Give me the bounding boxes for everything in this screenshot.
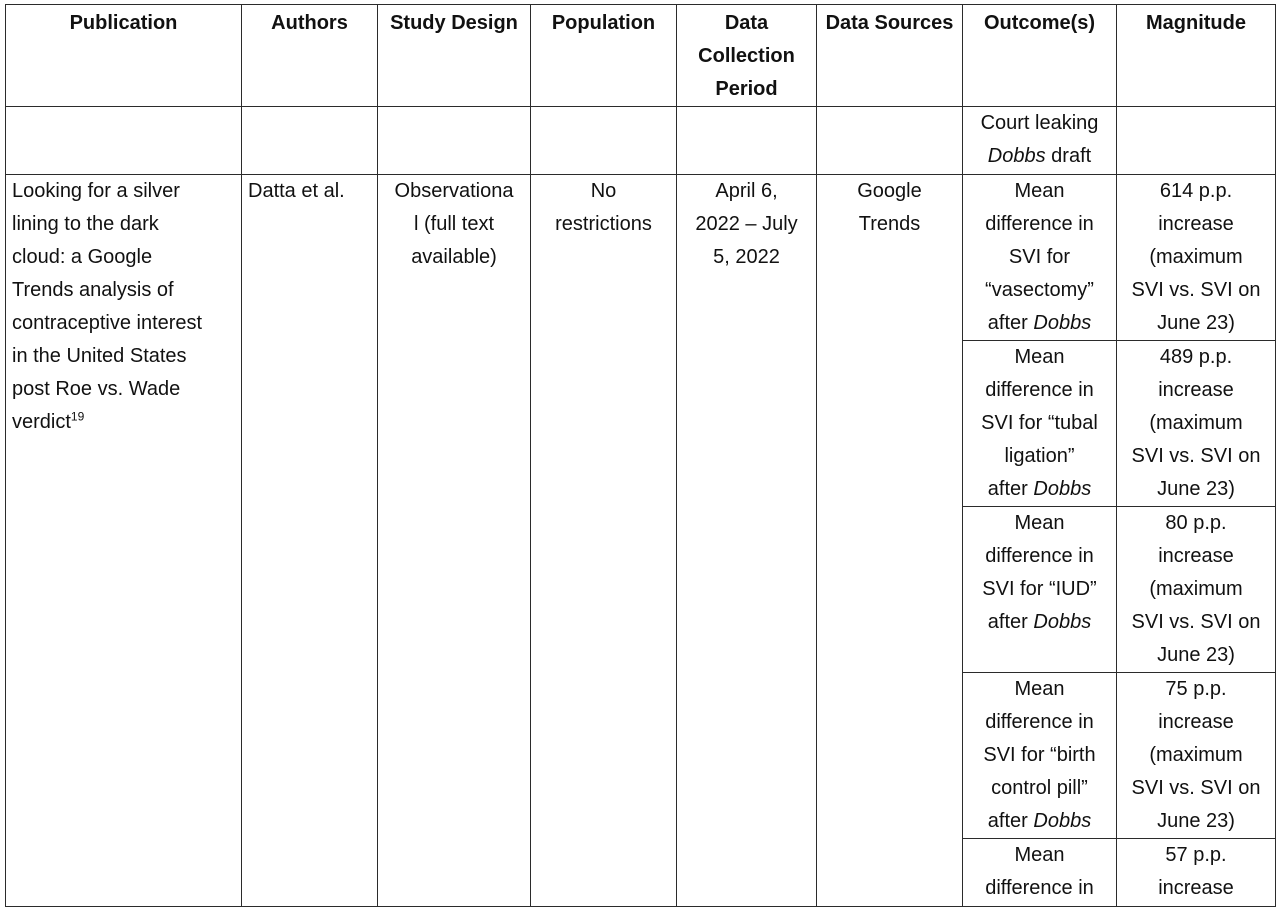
outcome-cell [963, 673, 1117, 839]
outcome-text: Mean difference in SVI for “tubal ligation” after [981, 346, 1098, 500]
population-cell: No restrictions [531, 175, 677, 907]
outcome-cell [963, 839, 1117, 907]
case-name: Dobbs [1033, 312, 1092, 334]
reference-number: 19 [70, 409, 85, 424]
case-name: Dobbs [1033, 478, 1092, 500]
authors-cell: Datta et al. [242, 175, 378, 907]
header-authors: Authors [242, 5, 378, 107]
publication-title: Looking for a silver lining to the dark cloud: a Google Trends analysis of contraceptive interest in the United States post Roe vs. Wade verdict [12, 180, 203, 433]
header-study-design: Study Design [378, 5, 531, 107]
case-name: Dobbs [1033, 611, 1092, 633]
continuation-row [6, 107, 1276, 175]
empty-cell [817, 107, 963, 175]
empty-cell [6, 107, 242, 175]
header-population: Population [531, 5, 677, 107]
outcome-cell [963, 175, 1117, 341]
outcome-text: Mean difference in [985, 844, 1094, 899]
magnitude-cell: 75 p.p. increase (maximum SVI vs. SVI on June 23) [1117, 673, 1276, 839]
outcome-text: Mean difference in SVI for “birth control pill” after [983, 678, 1096, 832]
study-design-cell: Observationa l (full text available) [378, 175, 531, 907]
empty-cell [677, 107, 817, 175]
magnitude-cell: 614 p.p. increase (maximum SVI vs. SVI on June 23) [1117, 175, 1276, 341]
evidence-table [5, 4, 1276, 907]
outcome-text-suffix: draft [1045, 145, 1092, 167]
header-row [6, 5, 1276, 107]
empty-cell [242, 107, 378, 175]
header-magnitude: Magnitude [1117, 5, 1276, 107]
outcome-cell [963, 341, 1117, 507]
case-name: Dobbs [1033, 810, 1092, 832]
magnitude-cell: 57 p.p. increase [1117, 839, 1276, 907]
data-sources-cell: Google Trends [817, 175, 963, 907]
study-row [6, 175, 1276, 341]
header-data-collection-period: Data Collection Period [677, 5, 817, 107]
outcome-cell [963, 507, 1117, 673]
header-data-sources: Data Sources [817, 5, 963, 107]
data-collection-period-cell: April 6, 2022 – July 5, 2022 [677, 175, 817, 907]
header-outcomes: Outcome(s) [963, 5, 1117, 107]
outcome-text: Mean difference in SVI for “vasectomy” after [985, 180, 1094, 334]
empty-cell [378, 107, 531, 175]
header-publication: Publication [6, 5, 242, 107]
continued-outcome-cell [963, 107, 1117, 175]
empty-cell [1117, 107, 1276, 175]
publication-cell [6, 175, 242, 907]
magnitude-cell: 489 p.p. increase (maximum SVI vs. SVI on June 23) [1117, 341, 1276, 507]
case-name: Dobbs [987, 145, 1046, 167]
outcome-text: Mean difference in SVI for “IUD” after [982, 512, 1097, 633]
empty-cell [531, 107, 677, 175]
outcome-text: Court leaking [980, 112, 1099, 134]
magnitude-cell: 80 p.p. increase (maximum SVI vs. SVI on June 23) [1117, 507, 1276, 673]
